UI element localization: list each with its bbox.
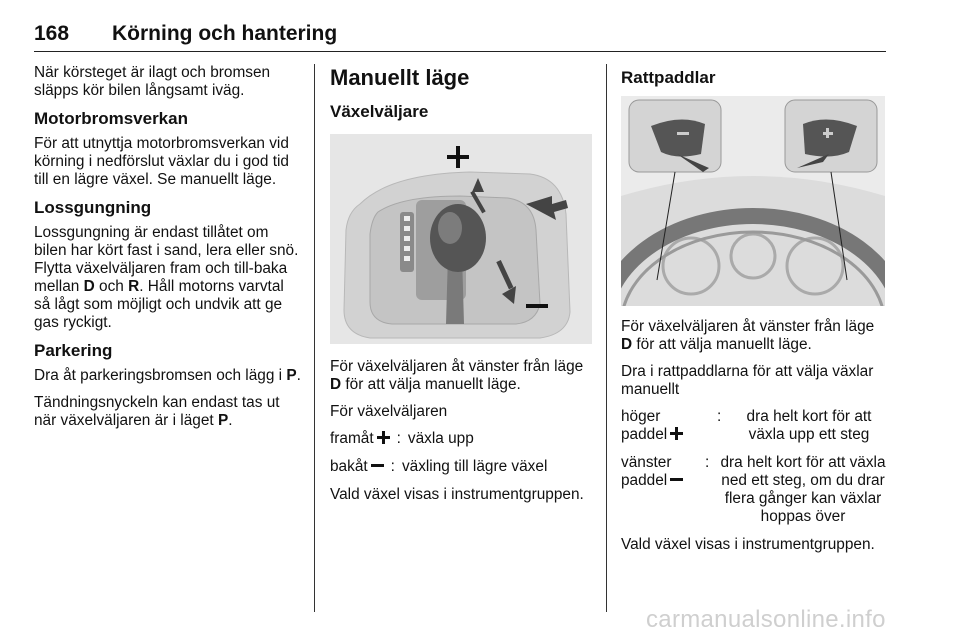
def-hoger-paddel: höger paddel : dra helt kort för att växla upp ett steg: [621, 408, 872, 443]
column-left: [34, 64, 302, 439]
parkering-paragraph: Dra åt parkeringsbromsen och lägg i P.: [34, 367, 301, 384]
section-title-rattpaddlar: Rattpaddlar: [621, 68, 716, 87]
section-title-manuellt-lage: Manuellt läge: [330, 65, 470, 90]
heading-motorbromsverkan: Motorbromsverkan: [34, 109, 188, 128]
page-header: [34, 8, 886, 52]
heading-lossgungning: Lossgungning: [34, 198, 152, 217]
def-vanster-paddel: vänster paddel : dra helt kort för att växla ned ett steg, om du drar flera gånger kan växlar hoppas över: [621, 454, 886, 525]
steering-wheel-drawing: [621, 96, 885, 306]
motorbroms-paragraph: För att utnyttja motorbromsverkan vid körning i nedförslut växlar du i god tid till en lägre växel. Se manuellt läge.: [34, 135, 289, 188]
column-right: [621, 64, 887, 563]
def-bakat: bakåt : växling till lägre växel: [330, 458, 548, 475]
gear-selector-illustration: [330, 134, 592, 344]
intro-paragraph: När körsteget är ilagt och bromsen släpps kör bilen långsamt iväg.: [34, 64, 271, 99]
lossgungning-paragraph: Lossgungning är endast tillåtet om bilen har kört fast i sand, lera eller snö. Flytta växelväljaren fram och till-baka mellan D och R. Håll motorns varvtal så lågt som möjligt och undvik att ge gas ryckigt.: [34, 224, 299, 331]
heading-parkering: Parkering: [34, 341, 113, 360]
minus-icon: [670, 478, 683, 481]
subtitle-vaxelvaljare: Växelväljare: [330, 102, 429, 121]
column-middle: [330, 64, 592, 513]
gear-selector-drawing: [330, 134, 592, 344]
chapter-title: Körning och hantering: [112, 22, 338, 45]
vald-vaxel-paragraph: Vald växel visas i instrumentgruppen.: [330, 486, 584, 503]
plus-icon: [377, 431, 390, 444]
minus-icon: [371, 464, 384, 467]
column-divider: [314, 64, 315, 612]
steering-paddles-illustration: [621, 96, 885, 306]
watermark: carmanualsonline.info: [646, 606, 886, 633]
plus-icon: [670, 427, 683, 440]
gear-caption: För växelväljaren åt vänster från läge D för att välja manuellt läge.: [330, 358, 584, 393]
tandning-paragraph: Tändningsnyckeln kan endast tas ut när växelväljaren är i läget P.: [34, 394, 280, 429]
vald-vaxel-paragraph-right: Vald växel visas i instrumentgruppen.: [621, 536, 875, 553]
def-framat: framåt : växla upp: [330, 430, 474, 447]
column-divider: [606, 64, 607, 612]
paddle-caption: För växelväljaren åt vänster från läge D för att välja manuellt läge.: [621, 318, 875, 353]
dra-paragraph: Dra i rattpaddlarna för att välja växlar manuellt: [621, 363, 874, 398]
page-number: 168: [34, 22, 70, 45]
for-vaxelvaljaren-label: För växelväljaren: [330, 403, 448, 420]
